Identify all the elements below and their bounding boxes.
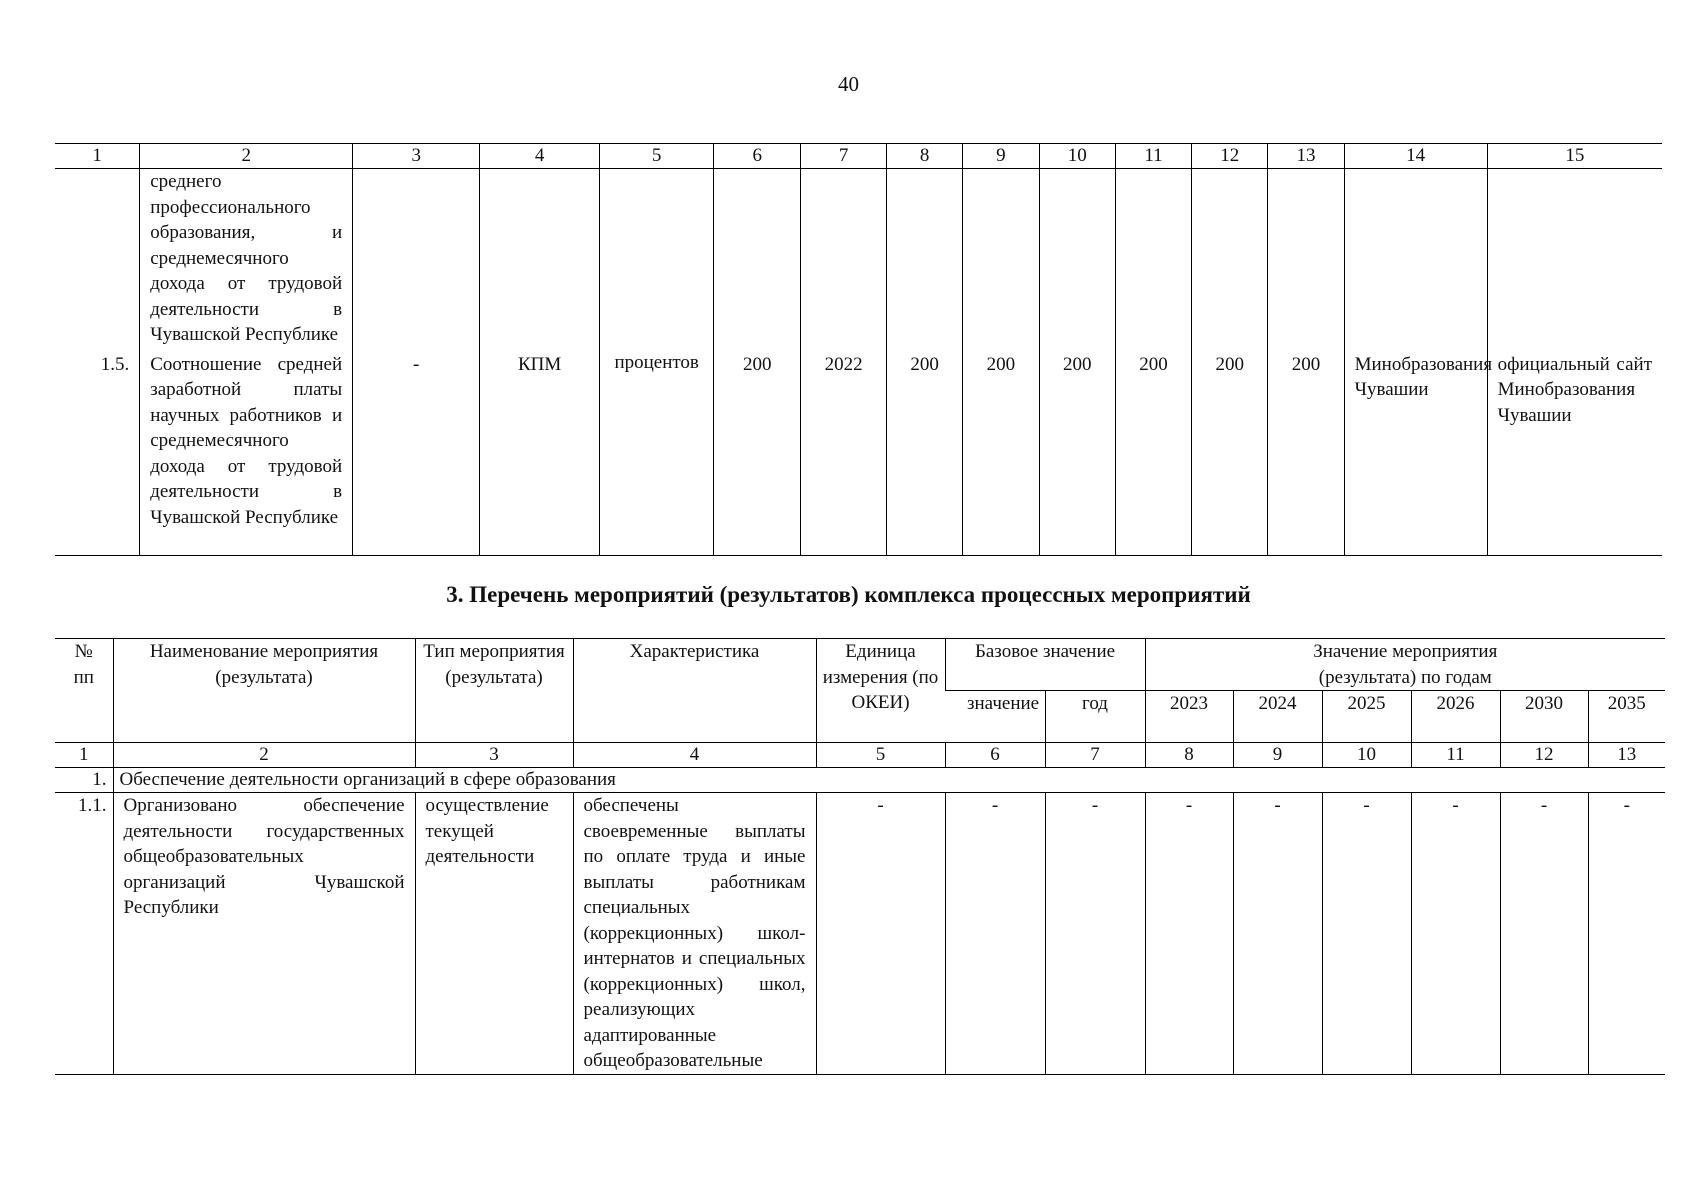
column-number: 5 [816,743,945,768]
indicator-name: Соотношение средней заработной платы научных работников и среднемесячного дохода от трудовой деятельности в Чувашской Республике [140,350,353,556]
column-number: 8 [1145,743,1233,768]
activities-table [55,638,1665,1075]
cell-value: 200 [714,350,801,556]
cell-value: - [1233,793,1322,1075]
indicator-name-continuation: среднего профессионального образования, и среднемесячного дохода от трудовой деятельности в Чувашской Республике [140,169,353,350]
column-number: 13 [1588,743,1665,768]
cell-value: - [1145,793,1233,1075]
column-number: 13 [1268,144,1344,169]
column-number: 1 [55,144,140,169]
column-number: 5 [599,144,713,169]
cell-value: 200 [963,350,1039,556]
cell-value: 200 [1039,350,1115,556]
header-year: 2023 [1145,691,1233,743]
column-number: 12 [1500,743,1588,768]
cell-value: 200 [1115,350,1191,556]
column-number: 6 [945,743,1045,768]
column-number: 11 [1115,144,1191,169]
cell-value: - [1588,793,1665,1075]
column-number: 15 [1487,144,1662,169]
cell-value: 200 [1192,350,1268,556]
column-number: 11 [1411,743,1500,768]
column-number: 2 [113,743,415,768]
page-number: 40 [838,72,859,96]
indicators-table [55,143,1662,556]
column-number: 8 [887,144,963,169]
column-number: 1 [55,743,113,768]
responsible-agency: Минобразования Чувашии [1344,350,1487,556]
header-values-by-year: Значение мероприятия (результата) по годам [1145,639,1665,691]
cell-value: - [945,793,1045,1075]
cell-value: - [816,793,945,1075]
activity-type: осуществление текущей деятельности [415,793,573,1075]
table-header-row [55,144,1662,169]
cell-value: 200 [1268,350,1344,556]
header-year: 2035 [1588,691,1665,743]
column-number: 4 [480,144,600,169]
indicator-level: КПМ [480,350,600,556]
row-number: 1.1. [55,793,113,1075]
section-title: 3. Перечень мероприятий (результатов) комплекса процессных мероприятий [446,582,1251,607]
column-number: 4 [573,743,816,768]
row-number: 1. [55,768,113,793]
cell-value: 200 [887,350,963,556]
cell-value: - [1500,793,1588,1075]
table-header-row [55,639,1665,691]
cell-value: - [353,350,480,556]
column-number: 10 [1039,144,1115,169]
header-year: 2026 [1411,691,1500,743]
header-base-year: год [1045,691,1145,743]
header-year: 2025 [1322,691,1411,743]
header-name: Наименование мероприятия (результата) [113,639,415,743]
header-type: Тип мероприятия (результата) [415,639,573,743]
column-number: 9 [1233,743,1322,768]
cell-value: - [1411,793,1500,1075]
header-year: 2024 [1233,691,1322,743]
table-row [55,793,1665,1075]
header-characteristic: Характеристика [573,639,816,743]
header-unit: Единица измерения (по ОКЕИ) [816,639,945,743]
column-number: 3 [415,743,573,768]
column-number: 12 [1192,144,1268,169]
header-base-value: значение [967,693,1040,714]
column-number: 2 [140,144,353,169]
header-base: Базовое значение [945,639,1145,691]
activity-name: Организовано обеспечение деятельности государственных общеобразовательных организаций Чувашской Республики [113,793,415,1075]
section-row [55,768,1665,793]
table-row [55,169,1662,350]
cell-value: 2022 [801,350,887,556]
column-number: 3 [353,144,480,169]
column-number: 14 [1344,144,1487,169]
header-num: № пп [55,639,113,743]
column-numbers-row [55,743,1665,768]
table-row [55,350,1662,556]
row-number: 1.5. [55,350,140,556]
column-number: 7 [1045,743,1145,768]
unit: процентов [599,350,713,556]
header-year: 2030 [1500,691,1588,743]
column-number: 10 [1322,743,1411,768]
column-number: 9 [963,144,1039,169]
activity-characteristic: обеспечены своевременные выплаты по оплате труда и иные выплаты работникам специальных (коррекционных) школ-интернатов и специальных (коррекционных) школ, реализующих адаптированные общеобразовательные [573,793,816,1075]
cell-value: - [1045,793,1145,1075]
section-name: Обеспечение деятельности организаций в сфере образования [113,768,1665,793]
column-number: 6 [714,144,801,169]
cell-value: - [1322,793,1411,1075]
column-number: 7 [801,144,887,169]
info-source: официальный сайт Минобразования Чувашии [1487,350,1662,556]
